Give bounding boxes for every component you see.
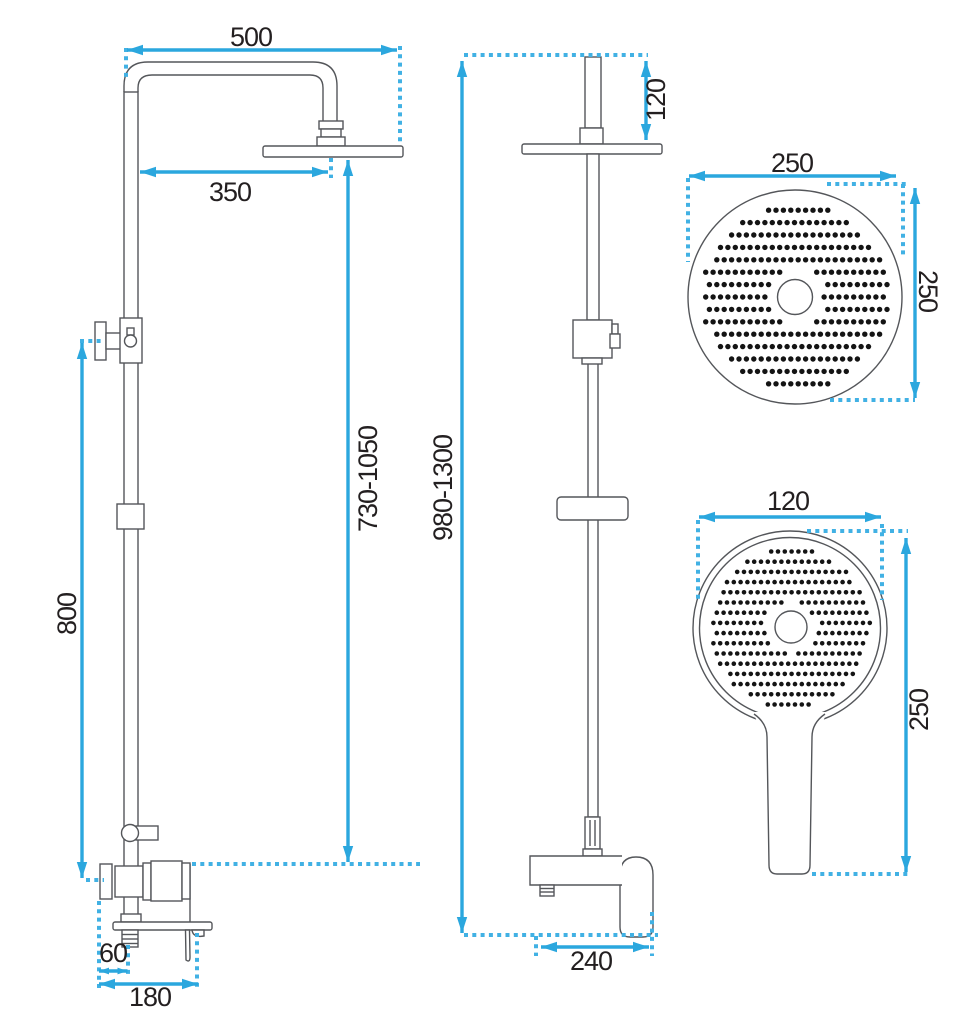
rain-head-top-view [688, 190, 902, 404]
diverter-knob-stem [612, 324, 618, 334]
diverter-body [573, 320, 612, 358]
pipe-collar [121, 914, 141, 922]
bracket-knob [125, 335, 137, 347]
dim-base-depth-label: 180 [128, 982, 172, 1012]
valve-block [115, 866, 143, 897]
dim-hand-width-label: 120 [766, 486, 810, 516]
mixer-outlet [540, 885, 554, 896]
valve-ring [143, 863, 151, 900]
hook-arm [136, 826, 158, 840]
shower-arm-outer [124, 62, 337, 121]
diverter-knob [610, 334, 620, 348]
arm-connector-mid [321, 129, 341, 137]
dim-total-height-label: 980-1300 [428, 434, 458, 542]
riser-pipe-upper [587, 154, 599, 320]
hand-shower-center-hole [775, 611, 807, 643]
top-stem-pipe [585, 57, 601, 128]
dim-head-range-label: 730-1050 [353, 425, 383, 533]
stem-nut [580, 128, 603, 144]
hook-ring [122, 825, 139, 842]
dim-rain-width-label: 250 [770, 148, 814, 178]
rain-head-center-hole [778, 280, 813, 315]
soap-dish [557, 497, 628, 520]
shelf-strut [186, 930, 191, 961]
base-shelf [113, 922, 212, 930]
front-view [522, 57, 662, 937]
diverter-collar [582, 358, 602, 364]
dim-wall-offset-label: 60 [98, 938, 128, 968]
arm-connector-top [319, 121, 343, 129]
hose-connector [585, 817, 600, 849]
hand-shower-view [693, 531, 887, 874]
dim-rain-height-label: 250 [913, 269, 943, 313]
valve-cap [182, 863, 190, 899]
dim-hand-length-label: 250 [904, 688, 934, 732]
dim-head-offset-label: 350 [208, 177, 252, 207]
dim-arm-width-label: 500 [229, 22, 273, 52]
bracket-knob-stem [127, 328, 134, 335]
handle-neck-mask [753, 712, 827, 748]
connector-collar [583, 849, 602, 856]
rain-head-disc-front [522, 144, 662, 154]
mixer-handle [620, 857, 653, 937]
dim-bar-height-label: 800 [52, 592, 82, 636]
valve-wall-plate [100, 864, 112, 899]
shower-arm-inner [138, 75, 323, 121]
valve-cylinder [151, 861, 182, 901]
slider-clamp [117, 504, 144, 529]
arm-connector-flare [317, 137, 345, 146]
riser-pipe-lower [588, 358, 598, 817]
dim-mixer-width-label: 240 [569, 946, 613, 976]
mixer-body-fill [530, 856, 622, 885]
rain-head-disc-side [263, 146, 403, 157]
dim-head-stem-label: 120 [641, 78, 671, 122]
